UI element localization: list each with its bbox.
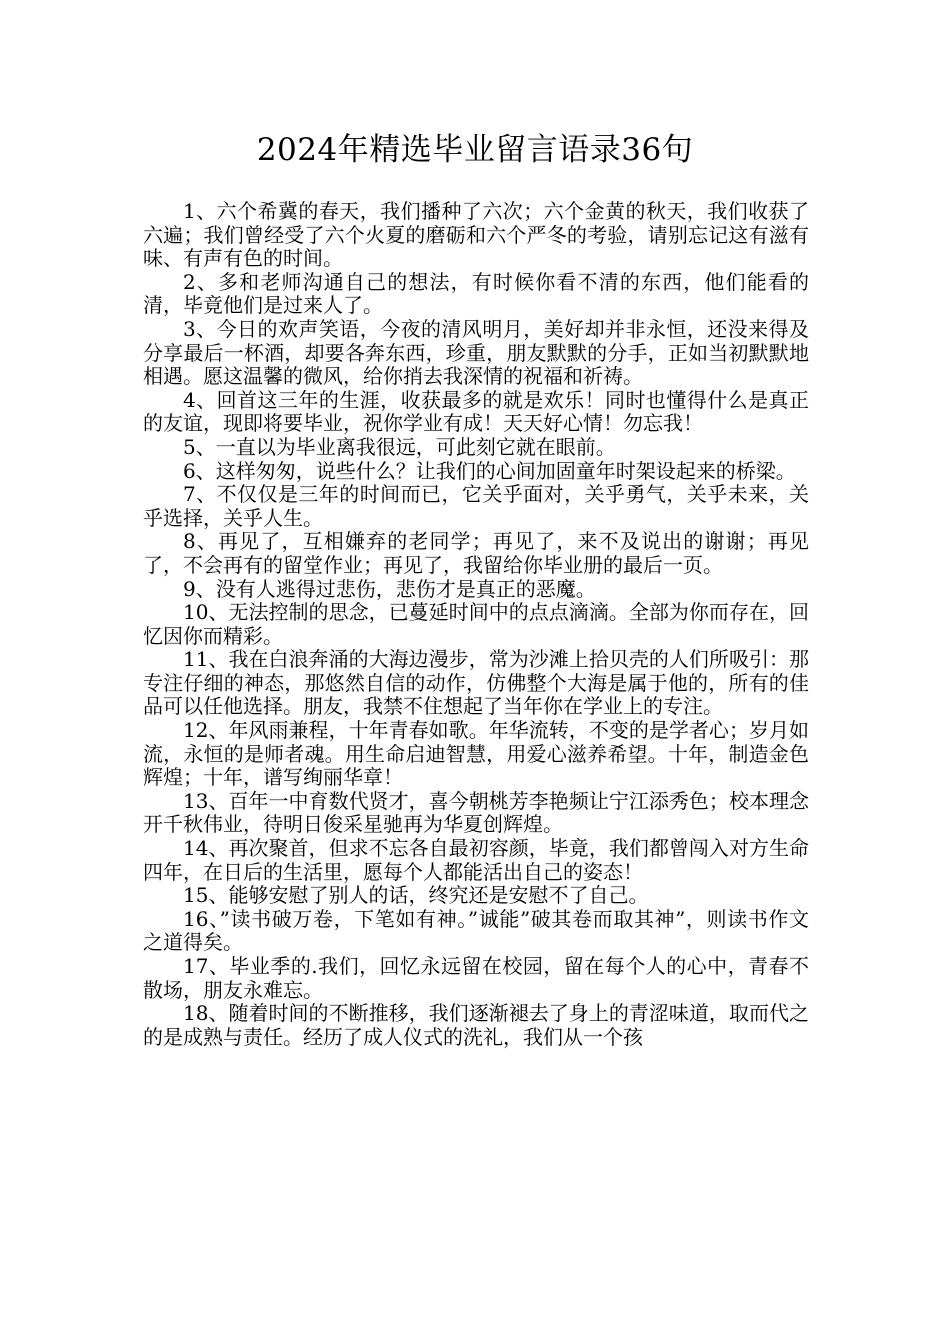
- paragraph-2: 2、多和老师沟通自己的想法，有时候你看不清的东西，他们能看的清，毕竟他们是过来人了。: [143, 269, 809, 318]
- paragraph-9: 9、没有人逃得过悲伤，悲伤才是真正的恶魔。: [183, 576, 596, 601]
- paragraph-6: 6、这样匆匆，说些什么？让我们的心间加固童年时架设起来的桥梁。: [183, 458, 796, 483]
- paragraph-13: 13、百年一中育数代贤才，喜今朝桃芳李艳频让宁江添秀色；校本理念开千秋伟业，待明日俊采星驰再为华夏创辉煌。: [143, 788, 809, 837]
- document-title: 2024年精选毕业留言语录36句: [256, 132, 694, 168]
- paragraph-7: 7、不仅仅是三年的时间而已，它关乎面对，关乎勇气，关乎未来，关乎选择，关乎人生。: [143, 482, 809, 530]
- paragraph-5: 5、一直以为毕业离我很远，可此刻它就在眼前。: [183, 434, 616, 459]
- paragraph-18: 18、随着时间的不断推移，我们逐渐褪去了身上的青涩味道，取而代之的是成熟与责任。经历了成人仪式的洗礼，我们从一个孩: [143, 1001, 809, 1049]
- document-body: [143, 200, 809, 1049]
- paragraph-3: 3、今日的欢声笑语，今夜的清风明月，美好却并非永恒，还没来得及分享最后一杯酒，却要各奔东西，珍重，朋友默默的分手，正如当初默默地相遇。愿这温馨的微风，给你捎去我深情的祝福和祈祷。: [143, 316, 809, 389]
- paragraph-15: 15、能够安慰了别人的话，终究还是安慰不了自己。: [183, 883, 649, 908]
- paragraph-14: 14、再次聚首，但求不忘各自最初容颜，毕竟，我们都曾闯入对方生命四年，在日后的生活里，愿每个人都能活出自己的姿态！: [143, 836, 809, 884]
- paragraph-12: 12、年风雨兼程，十年青春如歌。年华流转，不变的是学者心；岁月如流，永恒的是师者魂。用生命启迪智慧，用爱心滋养希望。十年，制造金色辉煌；十年，谱写绚丽华章！: [143, 718, 809, 790]
- paragraph-10: 10、无法控制的思念，已蔓延时间中的点点滴滴。全部为你而存在，回忆因你而精彩。: [143, 600, 809, 648]
- paragraph-11: 11、我在白浪奔涌的大海边漫步，常为沙滩上拾贝壳的人们所吸引：那专注仔细的神态，那悠然自信的动作，仿佛整个大海是属于他的，所有的佳品可以任他选择。朋友，我禁不住想起了当年你在学业上的专注。: [143, 647, 809, 719]
- paragraph-1: 1、六个希冀的春天，我们播种了六次；六个金黄的秋天，我们收获了六遍；我们曾经受了六个火夏的磨砺和六个严冬的考验，请别忘记这有滋有味、有声有色的时间。: [143, 199, 809, 271]
- paragraph-8: 8、再见了，互相嫌弃的老同学；再见了，来不及说出的谢谢；再见了，不会再有的留堂作业；再见了，我留给你毕业册的最后一页。: [143, 529, 809, 577]
- paragraph-16: 16、”读书破万卷，下笔如有神。”诚能”破其卷而取其神”，则读书作文之道得矣。: [143, 906, 809, 955]
- paragraph-4: 4、回首这三年的生涯，收获最多的就是欢乐！同时也懂得什么是真正的友谊，现即将要毕业，祝你学业有成！天天好心情！勿忘我！: [143, 387, 809, 436]
- paragraph-17: 17、毕业季的.我们，回忆永远留在校园，留在每个人的心中，青春不散场，朋友永难忘。: [143, 954, 809, 1002]
